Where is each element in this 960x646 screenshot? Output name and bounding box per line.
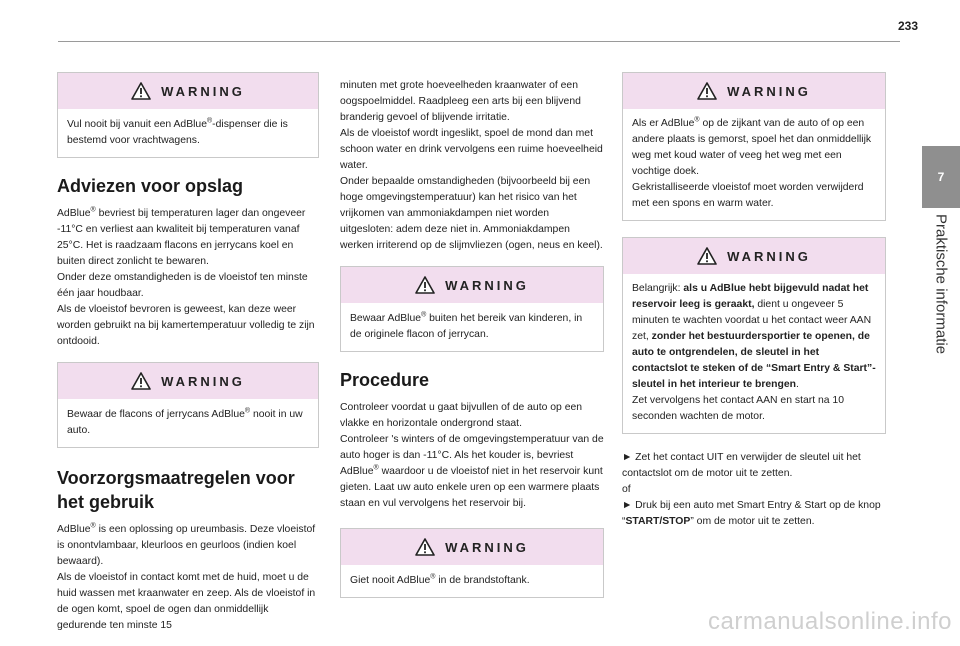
warning-box bbox=[622, 237, 886, 434]
warning-header bbox=[623, 238, 885, 274]
warning-text: Als er AdBlue® op de zijkant van de auto of op een andere plaats is gemorst, spoel het dan onmiddellijk weg met koud water of veeg het weg met een vochtige doek. Gekristalliseerde vloeistof moet worden verwijderd met een spons en warm water. bbox=[632, 116, 872, 209]
chapter-title-text: Praktische informatie bbox=[932, 213, 950, 355]
watermark: carmanualsonline.info bbox=[708, 608, 952, 635]
chapter-title bbox=[922, 208, 960, 360]
storage-paragraph: AdBlue® bevriest bij temperaturen lager dan ongeveer -11°C en verliest aan kwaliteit bij temperaturen vanaf 25°C. Het is raadzaam flacons en jerrycans koel en buiten direct zonlicht te bewaren. Onder deze omstandigheden is de vloeistof ten minste één jaar houdbaar. Als de vloeistof bevroren is geweest, kan deze weer worden gebruikt na bij kamertemperatuur volledig te zijn ontdooid. bbox=[57, 206, 315, 347]
warning-triangle-icon bbox=[131, 82, 151, 100]
warning-header bbox=[623, 73, 885, 109]
warning-text: Vul nooit bij vanuit een AdBlue®-dispenser die is bestemd voor vrachtwagens. bbox=[67, 117, 288, 146]
warning-text: Belangrijk: als u AdBlue hebt bijgevuld nadat het reservoir leeg is geraakt, dient u ongeveer 5 minuten te wachten voordat u het contact weer AAN zet, zonder het bestuurdersportier te openen, de auto te ontgrendelen, de sleutel in het contactslot te steken of de “Smart Entry & Start”-sleutel in het interieur te brengen. Zet vervolgens het contact AAN en start na 10 seconden wachten de motor. bbox=[632, 283, 876, 422]
warning-text: Giet nooit AdBlue® in de brandstoftank. bbox=[350, 573, 530, 586]
warning-header bbox=[341, 529, 603, 565]
warning-box bbox=[622, 72, 886, 221]
column-3 bbox=[622, 72, 886, 542]
warning-text: Bewaar AdBlue® buiten het bereik van kinderen, in de originele flacon of jerrycan. bbox=[350, 311, 583, 340]
warning-box bbox=[57, 72, 319, 158]
start-stop-label: START/STOP bbox=[625, 516, 691, 527]
warning-title: WARNING bbox=[727, 83, 811, 99]
section-heading-procedure: Procedure bbox=[340, 370, 430, 390]
warning-text: Bewaar de flacons of jerrycans AdBlue® nooit in uw auto. bbox=[67, 407, 303, 436]
warning-box bbox=[340, 528, 604, 598]
warning-title: WARNING bbox=[445, 277, 529, 293]
precautions-continued: minuten met grote hoeveelheden kraanwater of een oogspoelmiddel. Raadpleeg een arts bij een blijvend branderig gevoel of blijvende irritatie. Als de vloeistof wordt ingeslikt, spoel de mond dan met schoon water en drink vervolgens een ruime hoeveelheid water. Onder bepaalde omstandigheden (bijvoorbeeld bij een hoge omgevingstemperatuur) kan het risico van het vrijkomen van ammoniakdampen niet worden uitgesloten: adem deze niet in. Ammoniakdampen werken irriterend op de slijmvliezen (ogen, neus en keel). bbox=[340, 80, 603, 251]
warning-header bbox=[58, 363, 318, 399]
steps-paragraph: ► Zet het contact UIT en verwijder de sleutel uit het contactslot om de motor uit te zetten. of ► Druk bij een auto met Smart Entry & Start op de knop “START/STOP” om de motor uit te zetten. bbox=[622, 452, 881, 527]
header-divider bbox=[58, 41, 900, 42]
column-2 bbox=[340, 78, 604, 610]
warning-header bbox=[341, 267, 603, 303]
warning-title: WARNING bbox=[445, 539, 529, 555]
warning-triangle-icon bbox=[131, 372, 151, 390]
section-heading-storage: Adviezen voor opslag bbox=[57, 176, 244, 196]
warning-header bbox=[58, 73, 318, 109]
warning-title: WARNING bbox=[161, 373, 245, 389]
or-label: of bbox=[622, 484, 631, 495]
warning-title: WARNING bbox=[727, 248, 811, 264]
procedure-paragraph: Controleer voordat u gaat bijvullen of de auto op een vlakke en horizontale ondergrond staat. Controleer 's winters of de omgevingstemperatuur van de auto hoger is dan -11°C. Als het kouder is, bevriest AdBlue® waardoor u de vloeistof niet in het reservoir kunt gieten. Laat uw auto enkele uren op een warmere plaats staan en vul vervolgens het reservoir bij. bbox=[340, 402, 604, 509]
precautions-paragraph: AdBlue® is een oplossing op ureumbasis. Deze vloeistof is onontvlambaar, kleurloos en geurloos (indien koel bewaard). Als de vloeistof in contact komt met de huid, moet u de huid wassen met kraanwater en zeep. Als de vloeistof in de ogen komt, spoel de ogen dan onmiddellijk gedurende ten minste 15 bbox=[57, 522, 316, 631]
column-1 bbox=[57, 72, 319, 646]
step-ignition-off: ► Zet het contact UIT en verwijder de sleutel uit het contactslot om de motor uit te zetten. bbox=[622, 452, 861, 479]
warning-box bbox=[340, 266, 604, 352]
warning-box bbox=[57, 362, 319, 448]
page-number: 233 bbox=[897, 19, 918, 33]
section-heading-precautions: Voorzorgsmaatregelen voor het gebruik bbox=[57, 468, 295, 512]
warning-triangle-icon bbox=[697, 247, 717, 265]
warning-triangle-icon bbox=[415, 538, 435, 556]
chapter-tab[interactable]: 7 bbox=[922, 146, 960, 208]
warning-title: WARNING bbox=[161, 83, 245, 99]
warning-triangle-icon bbox=[697, 82, 717, 100]
warning-triangle-icon bbox=[415, 276, 435, 294]
